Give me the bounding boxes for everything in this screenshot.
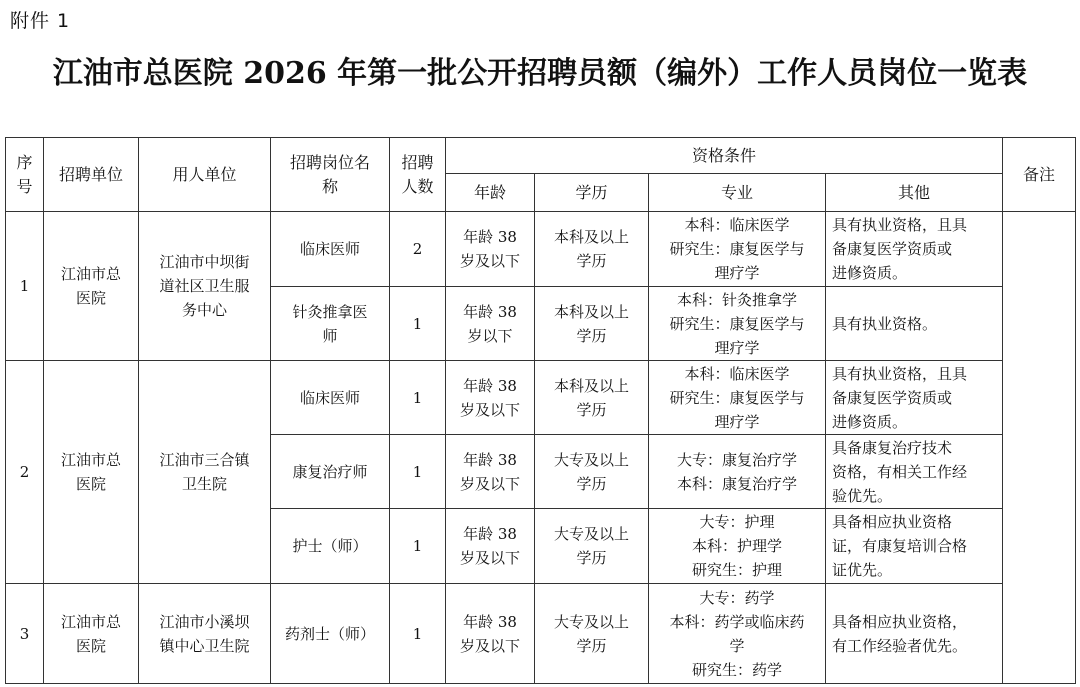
- major-cell-line: 大专：康复治疗学: [676, 450, 797, 469]
- age-cell-line: 年龄 38: [463, 612, 517, 631]
- education-cell: [535, 584, 649, 684]
- age-cell: [446, 361, 535, 435]
- other-cell-line: 具备相应执业资格: [832, 513, 953, 531]
- other-cell-line: 进修资质。: [832, 412, 908, 431]
- seq-cell: 1: [6, 212, 44, 361]
- header-other: 其他: [826, 174, 1003, 212]
- position-cell-line: 药剂士（师）: [284, 624, 375, 643]
- position-cell: [271, 584, 390, 684]
- header-employer: 用人单位: [139, 138, 271, 212]
- unit-cell-line: 医院: [75, 289, 106, 307]
- education-cell: [535, 361, 649, 435]
- position-cell: [271, 212, 390, 287]
- seq-cell: 3: [6, 584, 44, 684]
- position-cell-line: 康复治疗师: [292, 462, 368, 481]
- education-cell-line: 本科及以上: [553, 376, 629, 395]
- education-cell: [535, 212, 649, 287]
- position-cell-line: 针灸推拿医: [292, 302, 368, 321]
- other-cell-line: 具有执业资格，且具: [832, 364, 968, 383]
- age-cell-line: 岁及以下: [459, 636, 520, 655]
- position-cell: [271, 435, 390, 509]
- other-cell-line: 证优先。: [832, 561, 893, 579]
- other-cell-line: 备康复医学资质或: [832, 388, 953, 407]
- age-cell-line: 年龄 38: [463, 450, 517, 469]
- employer-cell-line: 镇中心卫生院: [159, 636, 250, 655]
- major-cell-line: 研究生：康复医学与: [669, 240, 805, 258]
- position-cell-line: 临床医师: [299, 388, 360, 407]
- major-cell-line: 本科：护理学: [691, 537, 782, 555]
- remarks-cell: [1003, 212, 1076, 684]
- education-cell-line: 大专及以上: [553, 525, 629, 543]
- unit-cell-line: 医院: [75, 636, 106, 655]
- education-cell-line: 本科及以上: [553, 302, 629, 321]
- employer-cell-line: 江油市中坝街: [159, 253, 250, 271]
- education-cell-line: 大专及以上: [553, 612, 629, 631]
- age-cell: [446, 584, 535, 684]
- age-cell: [446, 435, 535, 509]
- age-cell: [446, 509, 535, 584]
- age-cell-line: 年龄 38: [463, 525, 517, 543]
- table-row: [6, 361, 1076, 435]
- position-cell: [271, 287, 390, 361]
- table-header: [6, 138, 1076, 212]
- education-cell: [535, 435, 649, 509]
- other-cell: [826, 212, 1003, 287]
- major-cell-line: 理疗学: [714, 264, 760, 282]
- education-cell-line: 本科及以上: [553, 228, 629, 246]
- other-cell-line: 具有执业资格，且具: [832, 216, 968, 234]
- education-cell: [535, 509, 649, 584]
- major-cell-line: 大专：护理: [699, 513, 775, 531]
- count-cell: 1: [390, 287, 446, 361]
- attachment-label: 附件 1: [10, 10, 71, 32]
- unit-cell: [44, 584, 139, 684]
- count-cell: 1: [390, 584, 446, 684]
- unit-cell-line: 江油市总: [60, 265, 121, 283]
- other-cell-line: 验优先。: [832, 486, 893, 505]
- position-cell-line: 师: [322, 326, 338, 345]
- unit-cell: [44, 361, 139, 584]
- education-cell-line: 学历: [576, 326, 607, 345]
- other-cell-line: 具备康复治疗技术: [832, 438, 953, 457]
- age-cell-line: 年龄 38: [463, 302, 517, 321]
- major-cell-line: 研究生：康复医学与: [669, 388, 805, 407]
- age-cell-line: 岁及以下: [459, 474, 520, 493]
- education-cell-line: 学历: [576, 474, 607, 493]
- position-cell: [271, 361, 390, 435]
- unit-cell-line: 江油市总: [60, 451, 121, 469]
- positions-table: [5, 137, 1076, 684]
- education-cell-line: 大专及以上: [553, 450, 629, 469]
- major-cell: [649, 435, 826, 509]
- major-cell-line: 理疗学: [714, 412, 760, 431]
- header-position: 招聘岗位名 称: [271, 138, 390, 212]
- major-cell-line: 研究生：护理: [691, 561, 782, 579]
- major-cell-line: 学: [729, 636, 745, 655]
- count-cell: 2: [390, 212, 446, 287]
- unit-cell-line: 医院: [75, 475, 106, 493]
- other-cell-line: 证，有康复培训合格: [832, 537, 968, 555]
- unit-cell: [44, 212, 139, 361]
- education-cell: [535, 287, 649, 361]
- age-cell: [446, 287, 535, 361]
- major-cell: [649, 361, 826, 435]
- header-count: 招聘 人数: [390, 138, 446, 212]
- age-cell-line: 岁及以下: [459, 549, 520, 567]
- other-cell: [826, 435, 1003, 509]
- employer-cell-line: 道社区卫生服: [159, 277, 250, 295]
- table-body: [6, 212, 1076, 684]
- header-qualifications: 资格条件: [446, 138, 1003, 174]
- count-cell: 1: [390, 361, 446, 435]
- major-cell-line: 研究生：康复医学与: [669, 314, 805, 333]
- header-unit: 招聘单位: [44, 138, 139, 212]
- table-row: [6, 212, 1076, 287]
- major-cell-line: 理疗学: [714, 338, 760, 357]
- other-cell-line: 具有执业资格。: [832, 314, 938, 333]
- table-row: [6, 584, 1076, 684]
- education-cell-line: 学历: [576, 400, 607, 419]
- seq-cell: 2: [6, 361, 44, 584]
- position-cell: [271, 509, 390, 584]
- major-cell: [649, 584, 826, 684]
- age-cell-line: 岁及以下: [459, 252, 520, 270]
- major-cell-line: 本科：临床医学: [684, 216, 790, 234]
- header-age: 年龄: [446, 174, 535, 212]
- header-seq: 序 号: [6, 138, 44, 212]
- age-cell-line: 岁以下: [467, 326, 513, 345]
- age-cell: [446, 212, 535, 287]
- employer-cell-line: 江油市小溪坝: [159, 612, 250, 631]
- header-major: 专业: [649, 174, 826, 212]
- other-cell: [826, 509, 1003, 584]
- other-cell: [826, 584, 1003, 684]
- major-cell-line: 研究生：药学: [691, 660, 782, 679]
- unit-cell-line: 江油市总: [60, 612, 121, 631]
- header-remarks: 备注: [1003, 138, 1076, 212]
- count-cell: 1: [390, 509, 446, 584]
- position-cell-line: 护士（师）: [292, 537, 368, 555]
- other-cell-line: 资格，有相关工作经: [832, 462, 968, 481]
- other-cell: [826, 287, 1003, 361]
- major-cell-line: 本科：针灸推拿学: [676, 290, 797, 309]
- employer-cell: [139, 584, 271, 684]
- employer-cell-line: 江油市三合镇: [159, 451, 250, 469]
- education-cell-line: 学历: [576, 636, 607, 655]
- major-cell-line: 大专：药学: [699, 588, 775, 607]
- major-cell-line: 本科：药学或临床药: [669, 612, 805, 631]
- count-cell: 1: [390, 435, 446, 509]
- age-cell-line: 年龄 38: [463, 376, 517, 395]
- position-cell-line: 临床医师: [299, 240, 360, 258]
- other-cell-line: 备康复医学资质或: [832, 240, 953, 258]
- employer-cell: [139, 212, 271, 361]
- education-cell-line: 学历: [576, 549, 607, 567]
- education-cell-line: 学历: [576, 252, 607, 270]
- age-cell-line: 岁及以下: [459, 400, 520, 419]
- other-cell-line: 有工作经验者优先。: [832, 636, 968, 655]
- major-cell: [649, 212, 826, 287]
- document-title: 江油市总医院 2026 年第一批公开招聘员额（编外）工作人员岗位一览表: [52, 56, 1028, 91]
- other-cell: [826, 361, 1003, 435]
- major-cell-line: 本科：康复治疗学: [676, 474, 797, 493]
- other-cell-line: 具备相应执业资格，: [832, 612, 968, 631]
- major-cell: [649, 509, 826, 584]
- major-cell-line: 本科：临床医学: [684, 364, 790, 383]
- header-education: 学历: [535, 174, 649, 212]
- employer-cell-line: 务中心: [181, 301, 227, 319]
- age-cell-line: 年龄 38: [463, 228, 517, 246]
- employer-cell: [139, 361, 271, 584]
- employer-cell-line: 卫生院: [181, 475, 227, 493]
- other-cell-line: 进修资质。: [832, 264, 908, 282]
- major-cell: [649, 287, 826, 361]
